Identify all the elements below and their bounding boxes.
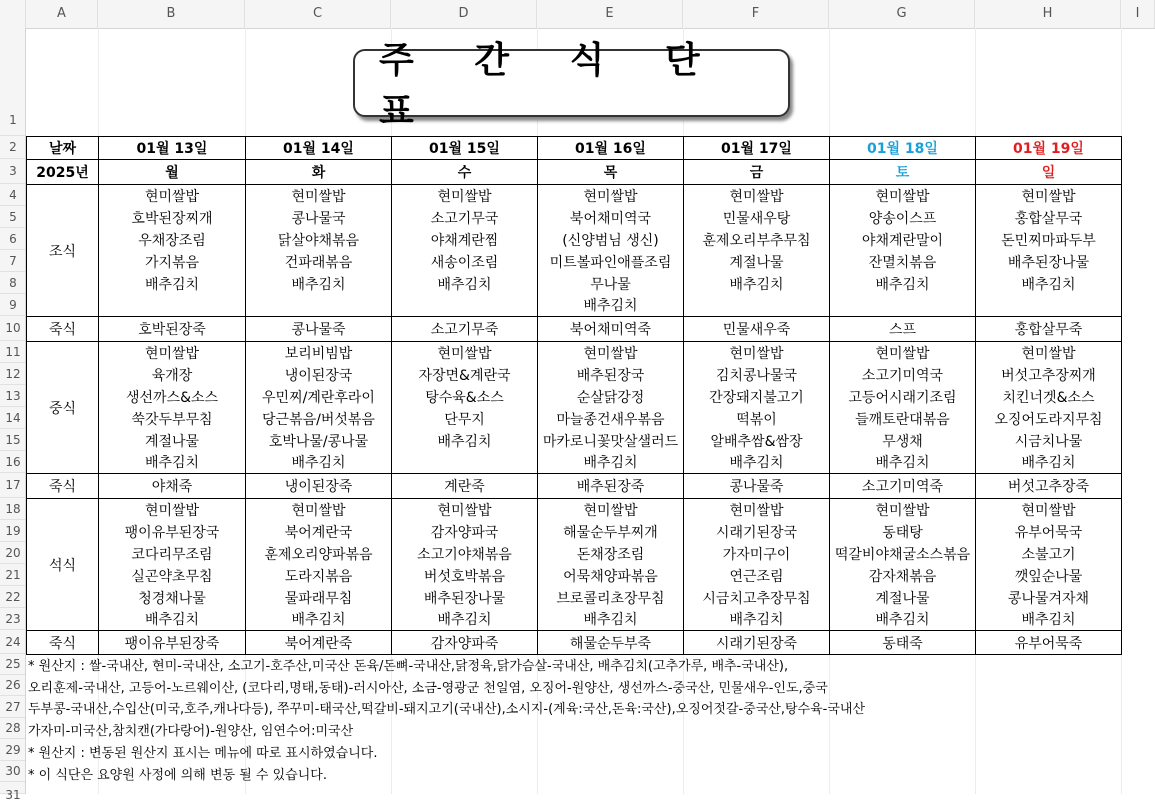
menu-cell[interactable]: 현미쌀밥 <box>538 499 684 521</box>
menu-cell[interactable]: 배추김치 <box>976 452 1122 474</box>
menu-cell[interactable]: 시래기된장국 <box>684 521 830 543</box>
menu-cell[interactable]: 도라지볶음 <box>246 565 392 587</box>
menu-cell[interactable]: 소고기무국 <box>392 207 538 229</box>
menu-cell[interactable]: 배추김치 <box>246 273 392 295</box>
row-header[interactable]: 22 <box>0 586 26 608</box>
menu-cell[interactable]: 계절나물 <box>830 587 976 609</box>
menu-cell[interactable]: 현미쌀밥 <box>976 185 1122 207</box>
menu-cell[interactable]: 배추김치 <box>538 452 684 474</box>
day-cell[interactable]: 월 <box>99 160 246 185</box>
menu-cell[interactable] <box>99 295 246 317</box>
page-title: 주 간 식 단 표 <box>379 40 724 132</box>
row-header[interactable]: 30 <box>0 761 26 782</box>
menu-cell[interactable]: 현미쌀밥 <box>976 342 1122 364</box>
row-header[interactable]: 31 <box>0 782 26 794</box>
porridge-label-cell[interactable]: 죽식 <box>27 631 99 655</box>
row-header[interactable]: 1 <box>0 28 26 136</box>
menu-cell[interactable]: 소불고기 <box>976 543 1122 565</box>
column-header[interactable]: F <box>683 0 829 28</box>
column-header[interactable]: E <box>537 0 683 28</box>
day-cell[interactable]: 토 <box>830 160 976 185</box>
year-cell[interactable]: 2025년 <box>27 160 99 185</box>
menu-cell[interactable]: 어묵채양파볶음 <box>538 565 684 587</box>
menu-cell[interactable]: 실곤약초무침 <box>99 565 246 587</box>
menu-cell[interactable]: 알배추쌈&쌈장 <box>684 430 830 452</box>
menu-cell[interactable]: 우민찌/계란후라이 <box>246 386 392 408</box>
menu-cell[interactable]: 소고기미역국 <box>830 364 976 386</box>
menu-cell[interactable]: 배추된장국 <box>538 364 684 386</box>
meal-label-cell[interactable]: 석식 <box>27 499 99 631</box>
porridge-cell[interactable]: 시래기된장죽 <box>684 631 830 655</box>
column-header[interactable]: H <box>975 0 1121 28</box>
menu-cell[interactable]: 마늘종건새우볶음 <box>538 408 684 430</box>
menu-cell[interactable]: 현미쌀밥 <box>99 342 246 364</box>
column-header[interactable]: A <box>26 0 98 28</box>
menu-table <box>26 136 1122 655</box>
menu-cell[interactable]: 냉이된장국 <box>246 364 392 386</box>
menu-cell[interactable]: 우채장조림 <box>99 229 246 251</box>
menu-cell[interactable]: 시금치나물 <box>976 430 1122 452</box>
menu-cell[interactable]: 현미쌀밥 <box>684 185 830 207</box>
menu-cell[interactable]: 현미쌀밥 <box>538 185 684 207</box>
row-header[interactable]: 4 <box>0 184 26 206</box>
date-cell[interactable]: 01월 19일 <box>976 137 1122 160</box>
day-cell[interactable]: 금 <box>684 160 830 185</box>
row-header[interactable]: 11 <box>0 341 26 363</box>
porridge-cell[interactable]: 북어채미역죽 <box>538 317 684 342</box>
row-header[interactable]: 8 <box>0 272 26 294</box>
menu-cell[interactable]: 깻잎순나물 <box>976 565 1122 587</box>
menu-cell[interactable]: 미트볼파인애플조림 <box>538 251 684 273</box>
menu-cell[interactable]: 간장돼지불고기 <box>684 386 830 408</box>
menu-cell[interactable]: 배추된장나물 <box>392 587 538 609</box>
note-line[interactable]: 오리훈제-국내산, 고등어-노르웨이산, (코다리,명태,동태)-러시아산, 소금-영광군 천일염, 오징어-원양산, 생선까스-중국산, 민물새우-인도,중국 <box>28 680 828 696</box>
menu-cell[interactable]: 배추김치 <box>392 609 538 631</box>
row-header[interactable]: 24 <box>0 630 26 654</box>
menu-cell[interactable]: 호박된장찌개 <box>99 207 246 229</box>
porridge-cell[interactable]: 감자양파죽 <box>392 631 538 655</box>
meal-label-cell[interactable]: 중식 <box>27 342 99 474</box>
menu-cell[interactable]: 배추김치 <box>99 452 246 474</box>
menu-cell[interactable]: 현미쌀밥 <box>830 185 976 207</box>
porridge-cell[interactable]: 냉이된장죽 <box>246 474 392 499</box>
menu-cell[interactable]: 훈제오리부추무침 <box>684 229 830 251</box>
porridge-cell[interactable]: 호박된장죽 <box>99 317 246 342</box>
menu-cell[interactable]: 계절나물 <box>684 251 830 273</box>
menu-cell[interactable]: 떡볶이 <box>684 408 830 430</box>
menu-cell[interactable]: 현미쌀밥 <box>976 499 1122 521</box>
porridge-cell[interactable]: 유부어묵죽 <box>976 631 1122 655</box>
menu-cell[interactable]: 배추김치 <box>392 273 538 295</box>
menu-cell[interactable]: 현미쌀밥 <box>246 499 392 521</box>
porridge-cell[interactable]: 팽이유부된장죽 <box>99 631 246 655</box>
menu-cell[interactable]: 현미쌀밥 <box>99 185 246 207</box>
menu-cell[interactable]: 단무지 <box>392 408 538 430</box>
menu-cell[interactable]: 닭살야채볶음 <box>246 229 392 251</box>
menu-cell[interactable]: 현미쌀밥 <box>99 499 246 521</box>
menu-cell[interactable]: 오징어도라지무침 <box>976 408 1122 430</box>
row-header[interactable]: 29 <box>0 739 26 761</box>
menu-cell[interactable]: 배추김치 <box>538 295 684 317</box>
menu-cell[interactable]: 유부어묵국 <box>976 521 1122 543</box>
date-label-cell[interactable]: 날짜 <box>27 137 99 160</box>
menu-cell[interactable]: 가지볶음 <box>99 251 246 273</box>
menu-cell[interactable]: 홍합살무국 <box>976 207 1122 229</box>
menu-cell[interactable]: 배추김치 <box>976 273 1122 295</box>
column-header[interactable]: I <box>1121 0 1155 28</box>
menu-cell[interactable]: 민물새우탕 <box>684 207 830 229</box>
day-cell[interactable]: 화 <box>246 160 392 185</box>
menu-cell[interactable]: 현미쌀밥 <box>246 185 392 207</box>
note-line[interactable]: * 원산지 : 쌀-국내산, 현미-국내산, 소고기-호주산,미국산 돈육/돈뼈-국내산,닭정육,닭가슴살-국내산, 배추김치(고추가루, 배추-국내산), <box>28 659 789 674</box>
row-header[interactable]: 16 <box>0 451 26 473</box>
date-cell[interactable]: 01월 14일 <box>246 137 392 160</box>
menu-cell[interactable]: 콩나물겨자채 <box>976 587 1122 609</box>
day-cell[interactable]: 수 <box>392 160 538 185</box>
porridge-cell[interactable]: 콩나물죽 <box>246 317 392 342</box>
column-header[interactable]: C <box>245 0 391 28</box>
menu-cell[interactable]: 자장면&계란국 <box>392 364 538 386</box>
menu-cell[interactable]: 보리비빔밥 <box>246 342 392 364</box>
title-box[interactable] <box>353 40 790 132</box>
menu-cell[interactable]: 배추김치 <box>976 609 1122 631</box>
menu-cell[interactable]: 현미쌀밥 <box>538 342 684 364</box>
note-line[interactable]: * 원산지 : 변동된 원산지 표시는 메뉴에 따로 표시하였습니다. <box>28 745 378 761</box>
menu-cell[interactable] <box>392 452 538 474</box>
porridge-cell[interactable]: 계란죽 <box>392 474 538 499</box>
menu-cell[interactable]: 생선까스&소스 <box>99 386 246 408</box>
porridge-label-cell[interactable]: 죽식 <box>27 317 99 342</box>
menu-cell[interactable]: 현미쌀밥 <box>392 342 538 364</box>
menu-cell[interactable] <box>684 295 830 317</box>
row-header[interactable]: 28 <box>0 718 26 739</box>
menu-cell[interactable]: 북어채미역국 <box>538 207 684 229</box>
date-cell[interactable]: 01월 18일 <box>830 137 976 160</box>
menu-cell[interactable]: 당근볶음/버섯볶음 <box>246 408 392 430</box>
porridge-cell[interactable]: 홍합살무죽 <box>976 317 1122 342</box>
menu-cell[interactable]: 배추김치 <box>538 609 684 631</box>
menu-cell[interactable]: 현미쌀밥 <box>830 342 976 364</box>
row-header[interactable]: 9 <box>0 294 26 316</box>
menu-cell[interactable]: 야채계란찜 <box>392 229 538 251</box>
notes <box>28 656 865 786</box>
row-header[interactable]: 25 <box>0 654 26 675</box>
menu-cell[interactable]: 배추김치 <box>684 452 830 474</box>
row-header[interactable]: 7 <box>0 250 26 272</box>
menu-cell[interactable]: 돈민찌마파두부 <box>976 229 1122 251</box>
menu-cell[interactable]: 무나물 <box>538 273 684 295</box>
row-header[interactable]: 10 <box>0 316 26 341</box>
menu-cell[interactable]: 돈채장조림 <box>538 543 684 565</box>
date-cell[interactable]: 01월 15일 <box>392 137 538 160</box>
menu-cell[interactable]: 훈제오리양파볶음 <box>246 543 392 565</box>
porridge-cell[interactable]: 콩나물죽 <box>684 474 830 499</box>
porridge-cell[interactable]: 버섯고추장죽 <box>976 474 1122 499</box>
menu-cell[interactable]: 배추김치 <box>99 609 246 631</box>
date-cell[interactable]: 01월 16일 <box>538 137 684 160</box>
menu-cell[interactable]: 양송이스프 <box>830 207 976 229</box>
menu-cell[interactable]: 소고기야채볶음 <box>392 543 538 565</box>
day-cell[interactable]: 일 <box>976 160 1122 185</box>
row-header[interactable]: 23 <box>0 608 26 630</box>
porridge-cell[interactable]: 북어계란죽 <box>246 631 392 655</box>
date-cell[interactable]: 01월 13일 <box>99 137 246 160</box>
date-cell[interactable]: 01월 17일 <box>684 137 830 160</box>
menu-cell[interactable]: 팽이유부된장국 <box>99 521 246 543</box>
menu-cell[interactable]: 감자채볶음 <box>830 565 976 587</box>
row-header[interactable]: 27 <box>0 696 26 718</box>
day-cell[interactable]: 목 <box>538 160 684 185</box>
menu-cell[interactable]: 현미쌀밥 <box>830 499 976 521</box>
menu-cell[interactable]: 배추김치 <box>830 273 976 295</box>
porridge-cell[interactable]: 동태죽 <box>830 631 976 655</box>
menu-cell[interactable]: 현미쌀밥 <box>684 499 830 521</box>
menu-cell[interactable]: 순살닭강정 <box>538 386 684 408</box>
row-header[interactable]: 17 <box>0 473 26 498</box>
row-header[interactable]: 15 <box>0 429 26 451</box>
porridge-cell[interactable]: 민물새우죽 <box>684 317 830 342</box>
menu-cell[interactable]: 배추된장나물 <box>976 251 1122 273</box>
menu-cell[interactable]: 가자미구이 <box>684 543 830 565</box>
menu-cell[interactable]: 청경채나물 <box>99 587 246 609</box>
porridge-cell[interactable]: 스프 <box>830 317 976 342</box>
row-header[interactable]: 20 <box>0 542 26 564</box>
menu-cell[interactable]: 들깨토란대볶음 <box>830 408 976 430</box>
column-header[interactable]: B <box>98 0 245 28</box>
menu-cell[interactable]: 브로콜리초장무침 <box>538 587 684 609</box>
menu-cell[interactable]: 물파래무침 <box>246 587 392 609</box>
menu-cell[interactable]: 고등어시래기조림 <box>830 386 976 408</box>
menu-cell[interactable]: 새송이조림 <box>392 251 538 273</box>
row-header[interactable]: 3 <box>0 159 26 184</box>
select-all-corner[interactable] <box>0 0 26 28</box>
menu-cell[interactable]: 육개장 <box>99 364 246 386</box>
menu-cell[interactable]: 현미쌀밥 <box>392 185 538 207</box>
menu-cell[interactable] <box>976 295 1122 317</box>
row-header[interactable]: 18 <box>0 498 26 520</box>
column-header[interactable]: D <box>391 0 537 28</box>
menu-cell[interactable]: 코다리무조림 <box>99 543 246 565</box>
menu-cell[interactable]: 콩나물국 <box>246 207 392 229</box>
menu-cell[interactable]: 마카로니꽃맛살샐러드 <box>538 430 684 452</box>
menu-cell[interactable]: 배추김치 <box>684 273 830 295</box>
menu-cell[interactable]: 야채계란말이 <box>830 229 976 251</box>
menu-cell[interactable]: 북어계란국 <box>246 521 392 543</box>
row-header[interactable]: 19 <box>0 520 26 542</box>
menu-cell[interactable]: 호박나물/콩나물 <box>246 430 392 452</box>
menu-cell[interactable]: 떡갈비야채굴소스볶음 <box>830 543 976 565</box>
porridge-cell[interactable]: 해물순두부죽 <box>538 631 684 655</box>
menu-cell[interactable]: 건파래볶음 <box>246 251 392 273</box>
menu-cell[interactable]: (신양범님 생신) <box>538 229 684 251</box>
menu-cell[interactable] <box>246 295 392 317</box>
porridge-cell[interactable]: 배추된장죽 <box>538 474 684 499</box>
menu-cell[interactable]: 현미쌀밥 <box>684 342 830 364</box>
row-header[interactable]: 14 <box>0 407 26 429</box>
menu-cell[interactable]: 무생채 <box>830 430 976 452</box>
row-header[interactable]: 12 <box>0 363 26 385</box>
menu-cell[interactable]: 치킨너겟&소스 <box>976 386 1122 408</box>
menu-cell[interactable]: 잔멸치볶음 <box>830 251 976 273</box>
menu-cell[interactable]: 버섯고추장찌개 <box>976 364 1122 386</box>
row-header[interactable]: 21 <box>0 564 26 586</box>
menu-cell[interactable]: 해물순두부찌개 <box>538 521 684 543</box>
menu-cell[interactable]: 배추김치 <box>684 609 830 631</box>
porridge-cell[interactable]: 소고기무죽 <box>392 317 538 342</box>
menu-cell[interactable]: 계절나물 <box>99 430 246 452</box>
row-header[interactable]: 13 <box>0 385 26 407</box>
menu-cell[interactable] <box>830 295 976 317</box>
menu-cell[interactable]: 현미쌀밥 <box>392 499 538 521</box>
menu-cell[interactable]: 동태탕 <box>830 521 976 543</box>
row-header[interactable]: 26 <box>0 675 26 696</box>
porridge-cell[interactable]: 야채죽 <box>99 474 246 499</box>
menu-cell[interactable]: 버섯호박볶음 <box>392 565 538 587</box>
menu-cell[interactable]: 배추김치 <box>246 609 392 631</box>
menu-cell[interactable]: 배추김치 <box>99 273 246 295</box>
row-header[interactable]: 6 <box>0 228 26 250</box>
porridge-label-cell[interactable]: 죽식 <box>27 474 99 499</box>
meal-label-cell[interactable]: 조식 <box>27 185 99 317</box>
menu-cell[interactable]: 탕수육&소스 <box>392 386 538 408</box>
menu-cell[interactable]: 감자양파국 <box>392 521 538 543</box>
menu-cell[interactable]: 쑥갓두부무침 <box>99 408 246 430</box>
column-header-bar <box>0 0 1155 29</box>
note-line[interactable]: * 이 식단은 요양원 사정에 의해 변동 될 수 있습니다. <box>28 767 327 783</box>
menu-cell[interactable]: 김치콩나물국 <box>684 364 830 386</box>
menu-cell[interactable]: 배추김치 <box>392 430 538 452</box>
menu-cell[interactable]: 연근조림 <box>684 565 830 587</box>
note-line[interactable]: 가자미-미국산,참치캔(가다랑어)-원양산, 임연수어:미국산 <box>28 724 354 740</box>
menu-cell[interactable]: 시금치고추장무침 <box>684 587 830 609</box>
row-header[interactable]: 5 <box>0 206 26 228</box>
porridge-cell[interactable]: 소고기미역죽 <box>830 474 976 499</box>
menu-cell[interactable]: 배추김치 <box>246 452 392 474</box>
note-line[interactable]: 두부콩-국내산,수입산(미국,호주,캐나다등), 쭈꾸미-태국산,떡갈비-돼지고기(국내산),소시지-(계육:국산,돈육:국산),오징어젓갈-중국산,탕수육-국내산 <box>28 702 866 718</box>
row-header[interactable]: 2 <box>0 136 26 159</box>
menu-cell[interactable] <box>392 295 538 317</box>
menu-cell[interactable]: 배추김치 <box>830 452 976 474</box>
column-header[interactable]: G <box>829 0 975 28</box>
menu-cell[interactable]: 배추김치 <box>830 609 976 631</box>
